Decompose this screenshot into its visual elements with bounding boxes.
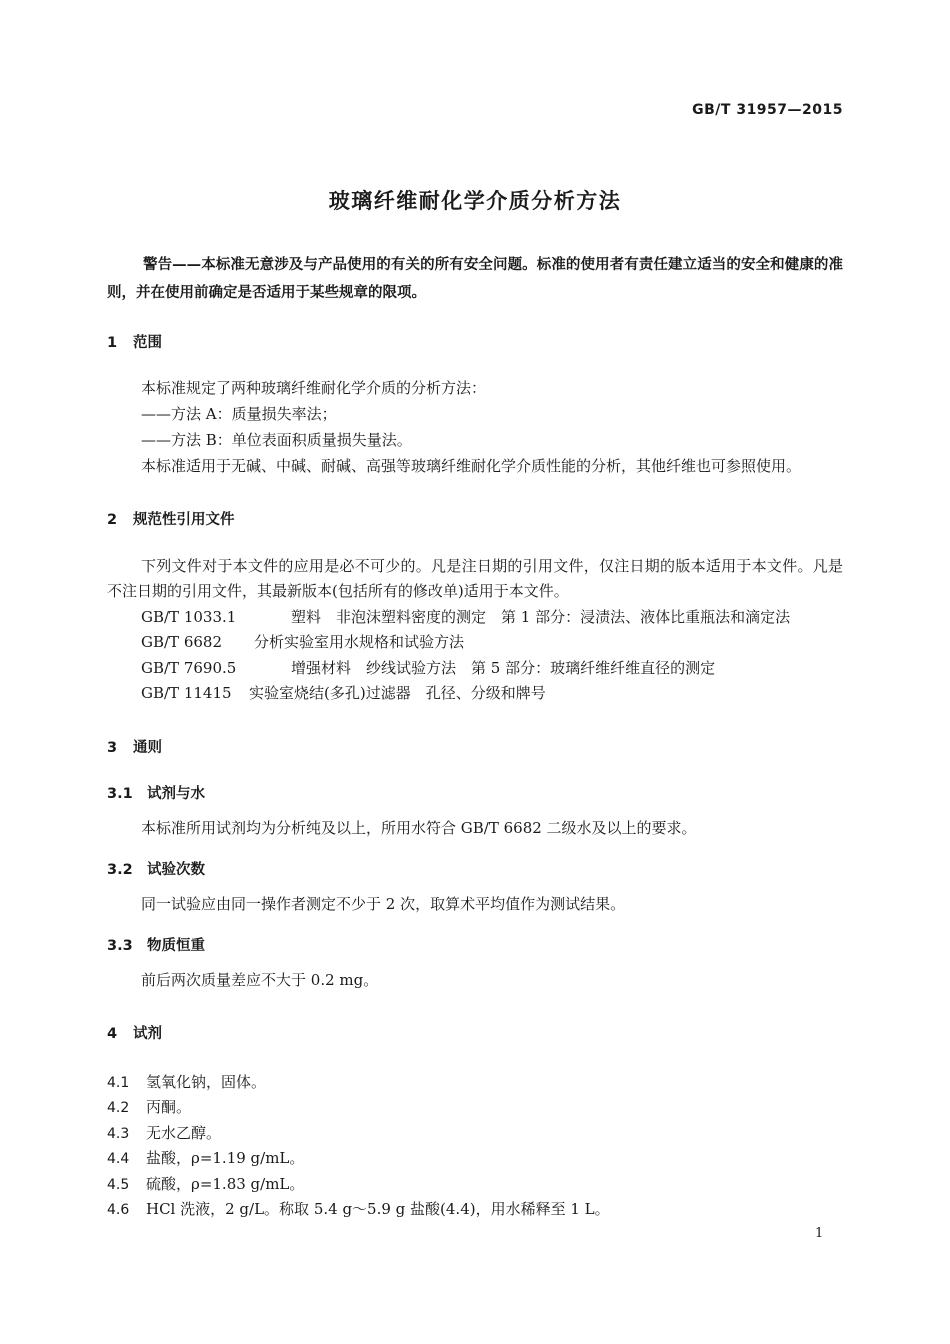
section-4-heading (107, 1022, 162, 1043)
subsection-3-3-heading (107, 934, 205, 955)
scope-line-1: 本标准规定了两种玻璃纤维耐化学介质的分析方法： (141, 379, 487, 397)
subsection-3-2-heading (107, 858, 205, 879)
section-title: 通则 (133, 740, 162, 756)
reagent-item (107, 1198, 610, 1219)
subsection-title: 物质恒重 (147, 938, 205, 954)
scope-line-4: 本标准适用于无碱、中碱、耐碱、高强等玻璃纤维耐化学介质性能的分析，其他纤维也可参照使用。 (141, 457, 802, 475)
standard-code: GB/T 31957—2015 (692, 102, 843, 118)
reagent-number: 4.5 (107, 1177, 130, 1193)
page-number: 1 (815, 1226, 824, 1241)
section-number: 2 (107, 512, 118, 528)
section-1-heading (107, 331, 162, 352)
reference-title: 塑料 非泡沫塑料密度的测定 第 1 部分：浸渍法、液体比重瓶法和滴定法 (291, 608, 791, 626)
reference-item (141, 605, 790, 630)
reagent-number: 4.6 (107, 1202, 130, 1218)
subsection-title: 试剂与水 (147, 786, 205, 802)
reference-title: 实验室烧结(多孔)过滤器 孔径、分级和牌号 (249, 684, 546, 702)
reagent-text: 氢氧化钠，固体。 (146, 1073, 267, 1091)
reagent-number: 4.2 (107, 1100, 130, 1116)
reference-item (141, 656, 715, 681)
reagent-number: 4.1 (107, 1075, 130, 1091)
section-number: 3 (107, 740, 118, 756)
section-2-heading (107, 508, 235, 529)
reagent-text: 硫酸，ρ=1.83 g/mL。 (146, 1175, 305, 1193)
subsection-3-2-text: 同一试验应由同一操作者测定不少于 2 次，取算术平均值作为测试结果。 (141, 895, 626, 913)
subsection-3-1-text: 本标准所用试剂均为分析纯及以上，所用水符合 GB/T 6682 二级水及以上的要求。 (141, 819, 697, 837)
reagent-number: 4.4 (107, 1151, 130, 1167)
reagent-text: HCl 洗液，2 g/L。称取 5.4 g～5.9 g 盐酸(4.4)，用水稀释至 1 L。 (146, 1200, 610, 1218)
section-title: 规范性引用文件 (133, 512, 235, 528)
reference-code: GB/T 1033.1 (141, 608, 237, 626)
subsection-3-1-heading (107, 782, 205, 803)
reference-code: GB/T 11415 (141, 684, 232, 702)
reference-item (141, 630, 464, 655)
reagent-item (107, 1122, 221, 1143)
warning-paragraph: 警告——本标准无意涉及与产品使用的有关的所有安全问题。标准的使用者有责任建立适当的安全和健康的准则，并在使用前确定是否适用于某些规章的限项。 (107, 257, 843, 301)
reagent-item (107, 1071, 266, 1092)
reference-item (141, 681, 546, 706)
section-number: 1 (107, 335, 118, 351)
section-number: 4 (107, 1026, 118, 1042)
reagent-item (107, 1096, 191, 1117)
reference-title: 分析实验室用水规格和试验方法 (254, 633, 465, 651)
scope-line-3: ——方法 B：单位表面积质量损失量法。 (141, 431, 412, 449)
reagent-text: 盐酸，ρ=1.19 g/mL。 (146, 1149, 305, 1167)
subsection-number: 3.3 (107, 938, 133, 954)
references-intro: 下列文件对于本文件的应用是必不可少的。凡是注日期的引用文件，仅注日期的版本适用于本文件。凡是不注日期的引用文件，其最新版本(包括所有的修改单)适用于本文件。 (107, 557, 843, 600)
document-title: 玻璃纤维耐化学介质分析方法 (328, 189, 622, 213)
reagent-item (107, 1173, 304, 1194)
reference-title: 增强材料 纱线试验方法 第 5 部分：玻璃纤维纤维直径的测定 (291, 659, 716, 677)
reagent-number: 4.3 (107, 1126, 130, 1142)
reagent-text: 丙酮。 (146, 1098, 192, 1116)
subsection-3-3-text: 前后两次质量差应不大于 0.2 mg。 (141, 971, 379, 989)
subsection-title: 试验次数 (147, 862, 205, 878)
subsection-number: 3.1 (107, 786, 133, 802)
scope-line-2: ——方法 A：质量损失率法； (141, 405, 337, 423)
section-3-heading (107, 736, 162, 757)
reagent-item (107, 1147, 304, 1168)
reagent-text: 无水乙醇。 (146, 1124, 222, 1142)
section-title: 试剂 (133, 1026, 162, 1042)
section-title: 范围 (133, 335, 162, 351)
subsection-number: 3.2 (107, 862, 133, 878)
reference-code: GB/T 6682 (141, 633, 223, 651)
reference-code: GB/T 7690.5 (141, 659, 237, 677)
